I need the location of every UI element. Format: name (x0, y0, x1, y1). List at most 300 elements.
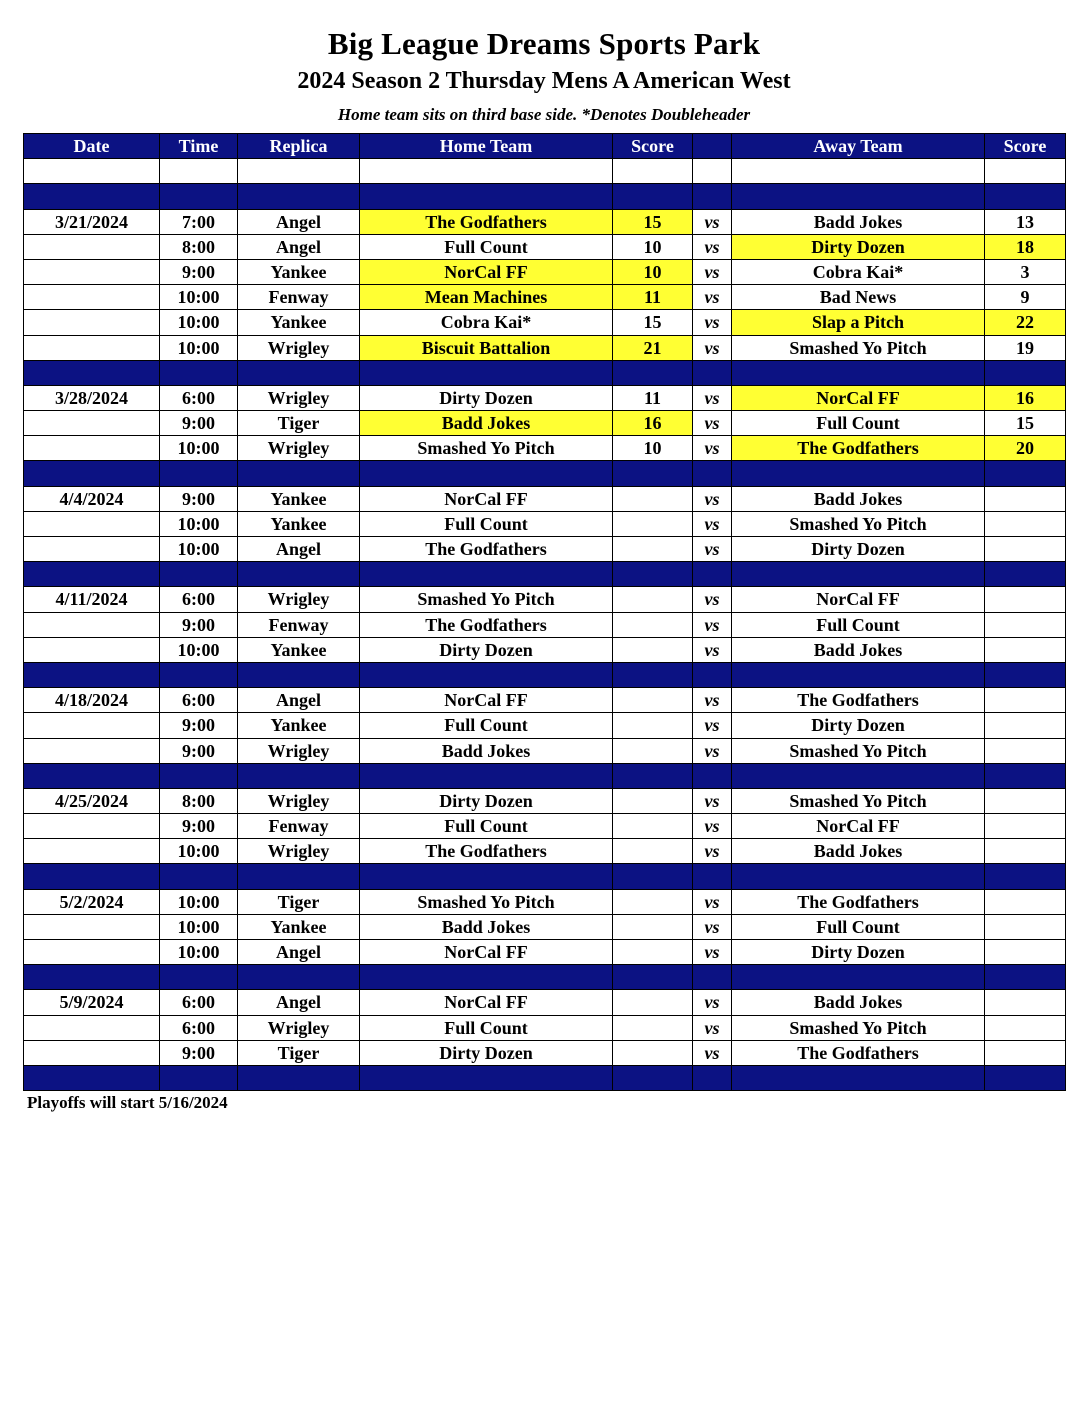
cell-home-score (613, 788, 693, 813)
blank-row (24, 159, 1066, 184)
cell-away: Badd Jokes (732, 209, 985, 234)
cell-away-score: 9 (985, 285, 1066, 310)
cell-home: Badd Jokes (360, 411, 613, 436)
cell-date (24, 411, 160, 436)
cell-home: The Godfathers (360, 612, 613, 637)
cell-replica: Wrigley (238, 436, 360, 461)
cell-time (160, 864, 238, 889)
cell-vs: vs (693, 713, 732, 738)
cell-away: Full Count (732, 914, 985, 939)
cell-away-score (985, 763, 1066, 788)
cell-replica: Tiger (238, 411, 360, 436)
cell-vs (693, 461, 732, 486)
cell-date (24, 864, 160, 889)
table-row (24, 537, 1066, 562)
cell-away-score: 16 (985, 385, 1066, 410)
cell-date (24, 436, 160, 461)
cell-away-score (985, 511, 1066, 536)
cell-time: 6:00 (160, 688, 238, 713)
cell-vs: vs (693, 940, 732, 965)
cell-home-score (613, 159, 693, 184)
cell-replica: Wrigley (238, 587, 360, 612)
cell-replica (238, 159, 360, 184)
cell-replica: Wrigley (238, 335, 360, 360)
cell-date (24, 965, 160, 990)
cell-date (24, 184, 160, 209)
cell-away: Smashed Yo Pitch (732, 1015, 985, 1040)
cell-home: Full Count (360, 1015, 613, 1040)
table-row (24, 788, 1066, 813)
table-row (24, 990, 1066, 1015)
cell-date (24, 310, 160, 335)
cell-home-score (613, 662, 693, 687)
cell-away: Dirty Dozen (732, 713, 985, 738)
column-header-time: Time (160, 134, 238, 159)
cell-home: Smashed Yo Pitch (360, 436, 613, 461)
cell-away-score (985, 637, 1066, 662)
cell-home: Dirty Dozen (360, 637, 613, 662)
cell-replica: Angel (238, 234, 360, 259)
cell-time: 10:00 (160, 511, 238, 536)
cell-vs: vs (693, 209, 732, 234)
cell-vs (693, 662, 732, 687)
table-row (24, 1015, 1066, 1040)
table-row (24, 259, 1066, 284)
cell-away: Smashed Yo Pitch (732, 335, 985, 360)
cell-replica (238, 1065, 360, 1090)
column-header-replica: Replica (238, 134, 360, 159)
cell-time (160, 159, 238, 184)
cell-away-score (985, 864, 1066, 889)
cell-replica: Angel (238, 209, 360, 234)
week-separator-row (24, 763, 1066, 788)
header-row (24, 134, 1066, 159)
cell-away-score (985, 738, 1066, 763)
cell-home (360, 562, 613, 587)
table-row (24, 310, 1066, 335)
cell-away-score: 3 (985, 259, 1066, 284)
cell-time: 8:00 (160, 234, 238, 259)
cell-away-score (985, 184, 1066, 209)
cell-home-score (613, 461, 693, 486)
cell-away: The Godfathers (732, 436, 985, 461)
cell-time: 6:00 (160, 990, 238, 1015)
column-header-vs (693, 134, 732, 159)
cell-date: 4/25/2024 (24, 788, 160, 813)
cell-date (24, 763, 160, 788)
cell-replica (238, 965, 360, 990)
cell-date (24, 461, 160, 486)
cell-home-score: 15 (613, 209, 693, 234)
schedule-table (23, 133, 1066, 1091)
cell-away (732, 461, 985, 486)
cell-away: Smashed Yo Pitch (732, 511, 985, 536)
cell-time (160, 763, 238, 788)
cell-time: 9:00 (160, 713, 238, 738)
cell-time: 10:00 (160, 914, 238, 939)
cell-date (24, 234, 160, 259)
table-row (24, 209, 1066, 234)
cell-replica (238, 461, 360, 486)
cell-vs: vs (693, 889, 732, 914)
cell-date: 5/9/2024 (24, 990, 160, 1015)
cell-away-score (985, 562, 1066, 587)
cell-time: 9:00 (160, 1040, 238, 1065)
cell-home: Dirty Dozen (360, 385, 613, 410)
cell-home (360, 662, 613, 687)
cell-time: 10:00 (160, 335, 238, 360)
cell-date (24, 940, 160, 965)
table-row (24, 612, 1066, 637)
cell-home (360, 1065, 613, 1090)
cell-time: 10:00 (160, 436, 238, 461)
cell-away: NorCal FF (732, 385, 985, 410)
playoffs-note: Playoffs will start 5/16/2024 (27, 1093, 228, 1112)
cell-replica: Yankee (238, 914, 360, 939)
table-row (24, 335, 1066, 360)
cell-replica: Yankee (238, 637, 360, 662)
cell-home-score: 21 (613, 335, 693, 360)
cell-home: The Godfathers (360, 537, 613, 562)
cell-away (732, 763, 985, 788)
cell-home: Dirty Dozen (360, 788, 613, 813)
cell-vs: vs (693, 285, 732, 310)
cell-vs (693, 184, 732, 209)
cell-replica: Fenway (238, 285, 360, 310)
cell-away-score (985, 940, 1066, 965)
cell-away-score (985, 990, 1066, 1015)
cell-date (24, 537, 160, 562)
week-separator-row (24, 662, 1066, 687)
cell-replica (238, 184, 360, 209)
cell-replica: Angel (238, 688, 360, 713)
cell-vs (693, 562, 732, 587)
cell-vs: vs (693, 310, 732, 335)
table-row (24, 587, 1066, 612)
cell-away-score (985, 662, 1066, 687)
cell-home-score (613, 1065, 693, 1090)
table-row (24, 914, 1066, 939)
cell-away: The Godfathers (732, 1040, 985, 1065)
table-row (24, 385, 1066, 410)
cell-away (732, 965, 985, 990)
cell-away (732, 1065, 985, 1090)
cell-date (24, 814, 160, 839)
cell-home-score (613, 889, 693, 914)
cell-away: The Godfathers (732, 688, 985, 713)
cell-home: Full Count (360, 713, 613, 738)
cell-away-score (985, 461, 1066, 486)
cell-vs: vs (693, 234, 732, 259)
cell-vs: vs (693, 839, 732, 864)
page-title: Big League Dreams Sports Park (327, 26, 761, 61)
cell-home-score: 10 (613, 436, 693, 461)
cell-time: 10:00 (160, 940, 238, 965)
cell-away-score (985, 159, 1066, 184)
cell-away-score: 20 (985, 436, 1066, 461)
cell-away-score (985, 587, 1066, 612)
column-header-away-score: Score (985, 134, 1066, 159)
cell-home-score (613, 688, 693, 713)
cell-vs (693, 159, 732, 184)
cell-vs (693, 965, 732, 990)
cell-replica: Fenway (238, 814, 360, 839)
table-row (24, 411, 1066, 436)
cell-time: 9:00 (160, 738, 238, 763)
cell-away: Dirty Dozen (732, 940, 985, 965)
cell-away: Badd Jokes (732, 486, 985, 511)
cell-time (160, 184, 238, 209)
table-row (24, 713, 1066, 738)
cell-home (360, 461, 613, 486)
cell-home-score (613, 864, 693, 889)
cell-away (732, 864, 985, 889)
cell-vs: vs (693, 259, 732, 284)
cell-time: 10:00 (160, 285, 238, 310)
cell-away-score (985, 814, 1066, 839)
cell-time (160, 562, 238, 587)
cell-vs: vs (693, 914, 732, 939)
cell-time: 9:00 (160, 411, 238, 436)
table-row (24, 436, 1066, 461)
column-header-home-score: Score (613, 134, 693, 159)
cell-away (732, 184, 985, 209)
cell-home-score (613, 940, 693, 965)
cell-home-score (613, 1040, 693, 1065)
cell-home-score (613, 184, 693, 209)
cell-time: 10:00 (160, 310, 238, 335)
cell-date (24, 1015, 160, 1040)
cell-date: 4/11/2024 (24, 587, 160, 612)
cell-vs: vs (693, 990, 732, 1015)
table-row (24, 814, 1066, 839)
cell-away-score (985, 486, 1066, 511)
cell-time (160, 461, 238, 486)
cell-away-score (985, 839, 1066, 864)
cell-home-score: 16 (613, 411, 693, 436)
cell-date (24, 562, 160, 587)
cell-vs: vs (693, 738, 732, 763)
cell-date (24, 1040, 160, 1065)
cell-home: Full Count (360, 511, 613, 536)
week-separator-row (24, 461, 1066, 486)
cell-date (24, 612, 160, 637)
cell-time: 10:00 (160, 889, 238, 914)
cell-away-score: 13 (985, 209, 1066, 234)
cell-home: NorCal FF (360, 940, 613, 965)
cell-away: Full Count (732, 411, 985, 436)
cell-time: 9:00 (160, 259, 238, 284)
week-separator-row (24, 1065, 1066, 1090)
cell-home-score (613, 486, 693, 511)
cell-replica: Angel (238, 537, 360, 562)
cell-away-score: 15 (985, 411, 1066, 436)
table-row (24, 1040, 1066, 1065)
cell-replica: Yankee (238, 713, 360, 738)
cell-home: Dirty Dozen (360, 1040, 613, 1065)
column-header-away-team: Away Team (732, 134, 985, 159)
cell-time: 6:00 (160, 385, 238, 410)
cell-vs: vs (693, 335, 732, 360)
cell-replica: Wrigley (238, 839, 360, 864)
cell-away: NorCal FF (732, 587, 985, 612)
cell-away-score: 19 (985, 335, 1066, 360)
cell-away-score (985, 1065, 1066, 1090)
cell-date (24, 511, 160, 536)
cell-away (732, 662, 985, 687)
cell-home: NorCal FF (360, 990, 613, 1015)
cell-replica: Fenway (238, 612, 360, 637)
table-row (24, 839, 1066, 864)
cell-time: 6:00 (160, 1015, 238, 1040)
cell-replica (238, 360, 360, 385)
cell-away-score: 22 (985, 310, 1066, 335)
cell-replica: Wrigley (238, 385, 360, 410)
cell-away: Slap a Pitch (732, 310, 985, 335)
cell-home: Cobra Kai* (360, 310, 613, 335)
cell-time: 10:00 (160, 537, 238, 562)
cell-replica: Yankee (238, 511, 360, 536)
cell-time (160, 965, 238, 990)
cell-vs: vs (693, 637, 732, 662)
table-row (24, 738, 1066, 763)
cell-away-score (985, 889, 1066, 914)
cell-away: Badd Jokes (732, 637, 985, 662)
schedule-body (24, 159, 1066, 1091)
cell-replica (238, 562, 360, 587)
cell-home (360, 159, 613, 184)
cell-home-score (613, 587, 693, 612)
cell-away-score (985, 1040, 1066, 1065)
cell-home-score (613, 839, 693, 864)
cell-date: 4/18/2024 (24, 688, 160, 713)
cell-away-score (985, 360, 1066, 385)
cell-vs (693, 1065, 732, 1090)
cell-replica (238, 662, 360, 687)
cell-time: 9:00 (160, 814, 238, 839)
page-subtitle: 2024 Season 2 Thursday Mens A American West (297, 68, 791, 94)
cell-away (732, 562, 985, 587)
cell-replica: Tiger (238, 1040, 360, 1065)
cell-time: 8:00 (160, 788, 238, 813)
cell-home-score: 10 (613, 259, 693, 284)
cell-home-score (613, 612, 693, 637)
cell-home (360, 864, 613, 889)
cell-vs (693, 360, 732, 385)
cell-home: Badd Jokes (360, 914, 613, 939)
table-row (24, 285, 1066, 310)
cell-away-score (985, 612, 1066, 637)
week-separator-row (24, 562, 1066, 587)
cell-home: The Godfathers (360, 209, 613, 234)
cell-time (160, 360, 238, 385)
week-separator-row (24, 864, 1066, 889)
cell-time: 6:00 (160, 587, 238, 612)
cell-home-score (613, 537, 693, 562)
cell-home: The Godfathers (360, 839, 613, 864)
cell-replica: Yankee (238, 259, 360, 284)
cell-away: The Godfathers (732, 889, 985, 914)
cell-vs: vs (693, 1040, 732, 1065)
cell-replica: Wrigley (238, 738, 360, 763)
cell-home (360, 965, 613, 990)
cell-away (732, 360, 985, 385)
table-row (24, 889, 1066, 914)
cell-replica: Angel (238, 990, 360, 1015)
cell-date (24, 335, 160, 360)
cell-away: Badd Jokes (732, 839, 985, 864)
cell-away-score (985, 537, 1066, 562)
cell-vs: vs (693, 436, 732, 461)
cell-away: Smashed Yo Pitch (732, 738, 985, 763)
cell-vs: vs (693, 1015, 732, 1040)
cell-away: Cobra Kai* (732, 259, 985, 284)
cell-away: Dirty Dozen (732, 537, 985, 562)
column-header-home-team: Home Team (360, 134, 613, 159)
cell-vs: vs (693, 537, 732, 562)
cell-vs (693, 864, 732, 889)
cell-home: Biscuit Battalion (360, 335, 613, 360)
cell-away-score (985, 688, 1066, 713)
cell-time: 9:00 (160, 612, 238, 637)
cell-date: 3/28/2024 (24, 385, 160, 410)
cell-away-score (985, 965, 1066, 990)
cell-home: NorCal FF (360, 259, 613, 284)
cell-time (160, 1065, 238, 1090)
column-header-date: Date (24, 134, 160, 159)
cell-date (24, 637, 160, 662)
cell-replica (238, 763, 360, 788)
cell-away-score (985, 914, 1066, 939)
cell-away-score (985, 1015, 1066, 1040)
cell-vs: vs (693, 486, 732, 511)
cell-date (24, 738, 160, 763)
cell-away: Bad News (732, 285, 985, 310)
cell-away: Full Count (732, 612, 985, 637)
cell-date (24, 713, 160, 738)
cell-away-score: 18 (985, 234, 1066, 259)
cell-vs: vs (693, 814, 732, 839)
cell-date: 3/21/2024 (24, 209, 160, 234)
cell-home-score (613, 637, 693, 662)
cell-time: 9:00 (160, 486, 238, 511)
cell-date (24, 285, 160, 310)
cell-home-score (613, 914, 693, 939)
cell-home-score (613, 511, 693, 536)
cell-home-score (613, 1015, 693, 1040)
cell-date (24, 360, 160, 385)
cell-home: Mean Machines (360, 285, 613, 310)
cell-home-score (613, 990, 693, 1015)
cell-home-score: 11 (613, 285, 693, 310)
cell-time: 10:00 (160, 839, 238, 864)
cell-vs: vs (693, 411, 732, 436)
cell-vs: vs (693, 688, 732, 713)
cell-home: Full Count (360, 234, 613, 259)
cell-replica: Wrigley (238, 1015, 360, 1040)
cell-away: NorCal FF (732, 814, 985, 839)
cell-date (24, 159, 160, 184)
cell-home: NorCal FF (360, 688, 613, 713)
cell-home: Full Count (360, 814, 613, 839)
cell-replica: Yankee (238, 310, 360, 335)
table-row (24, 940, 1066, 965)
cell-home: Badd Jokes (360, 738, 613, 763)
cell-vs: vs (693, 788, 732, 813)
cell-date (24, 259, 160, 284)
cell-home: Smashed Yo Pitch (360, 889, 613, 914)
cell-away: Dirty Dozen (732, 234, 985, 259)
